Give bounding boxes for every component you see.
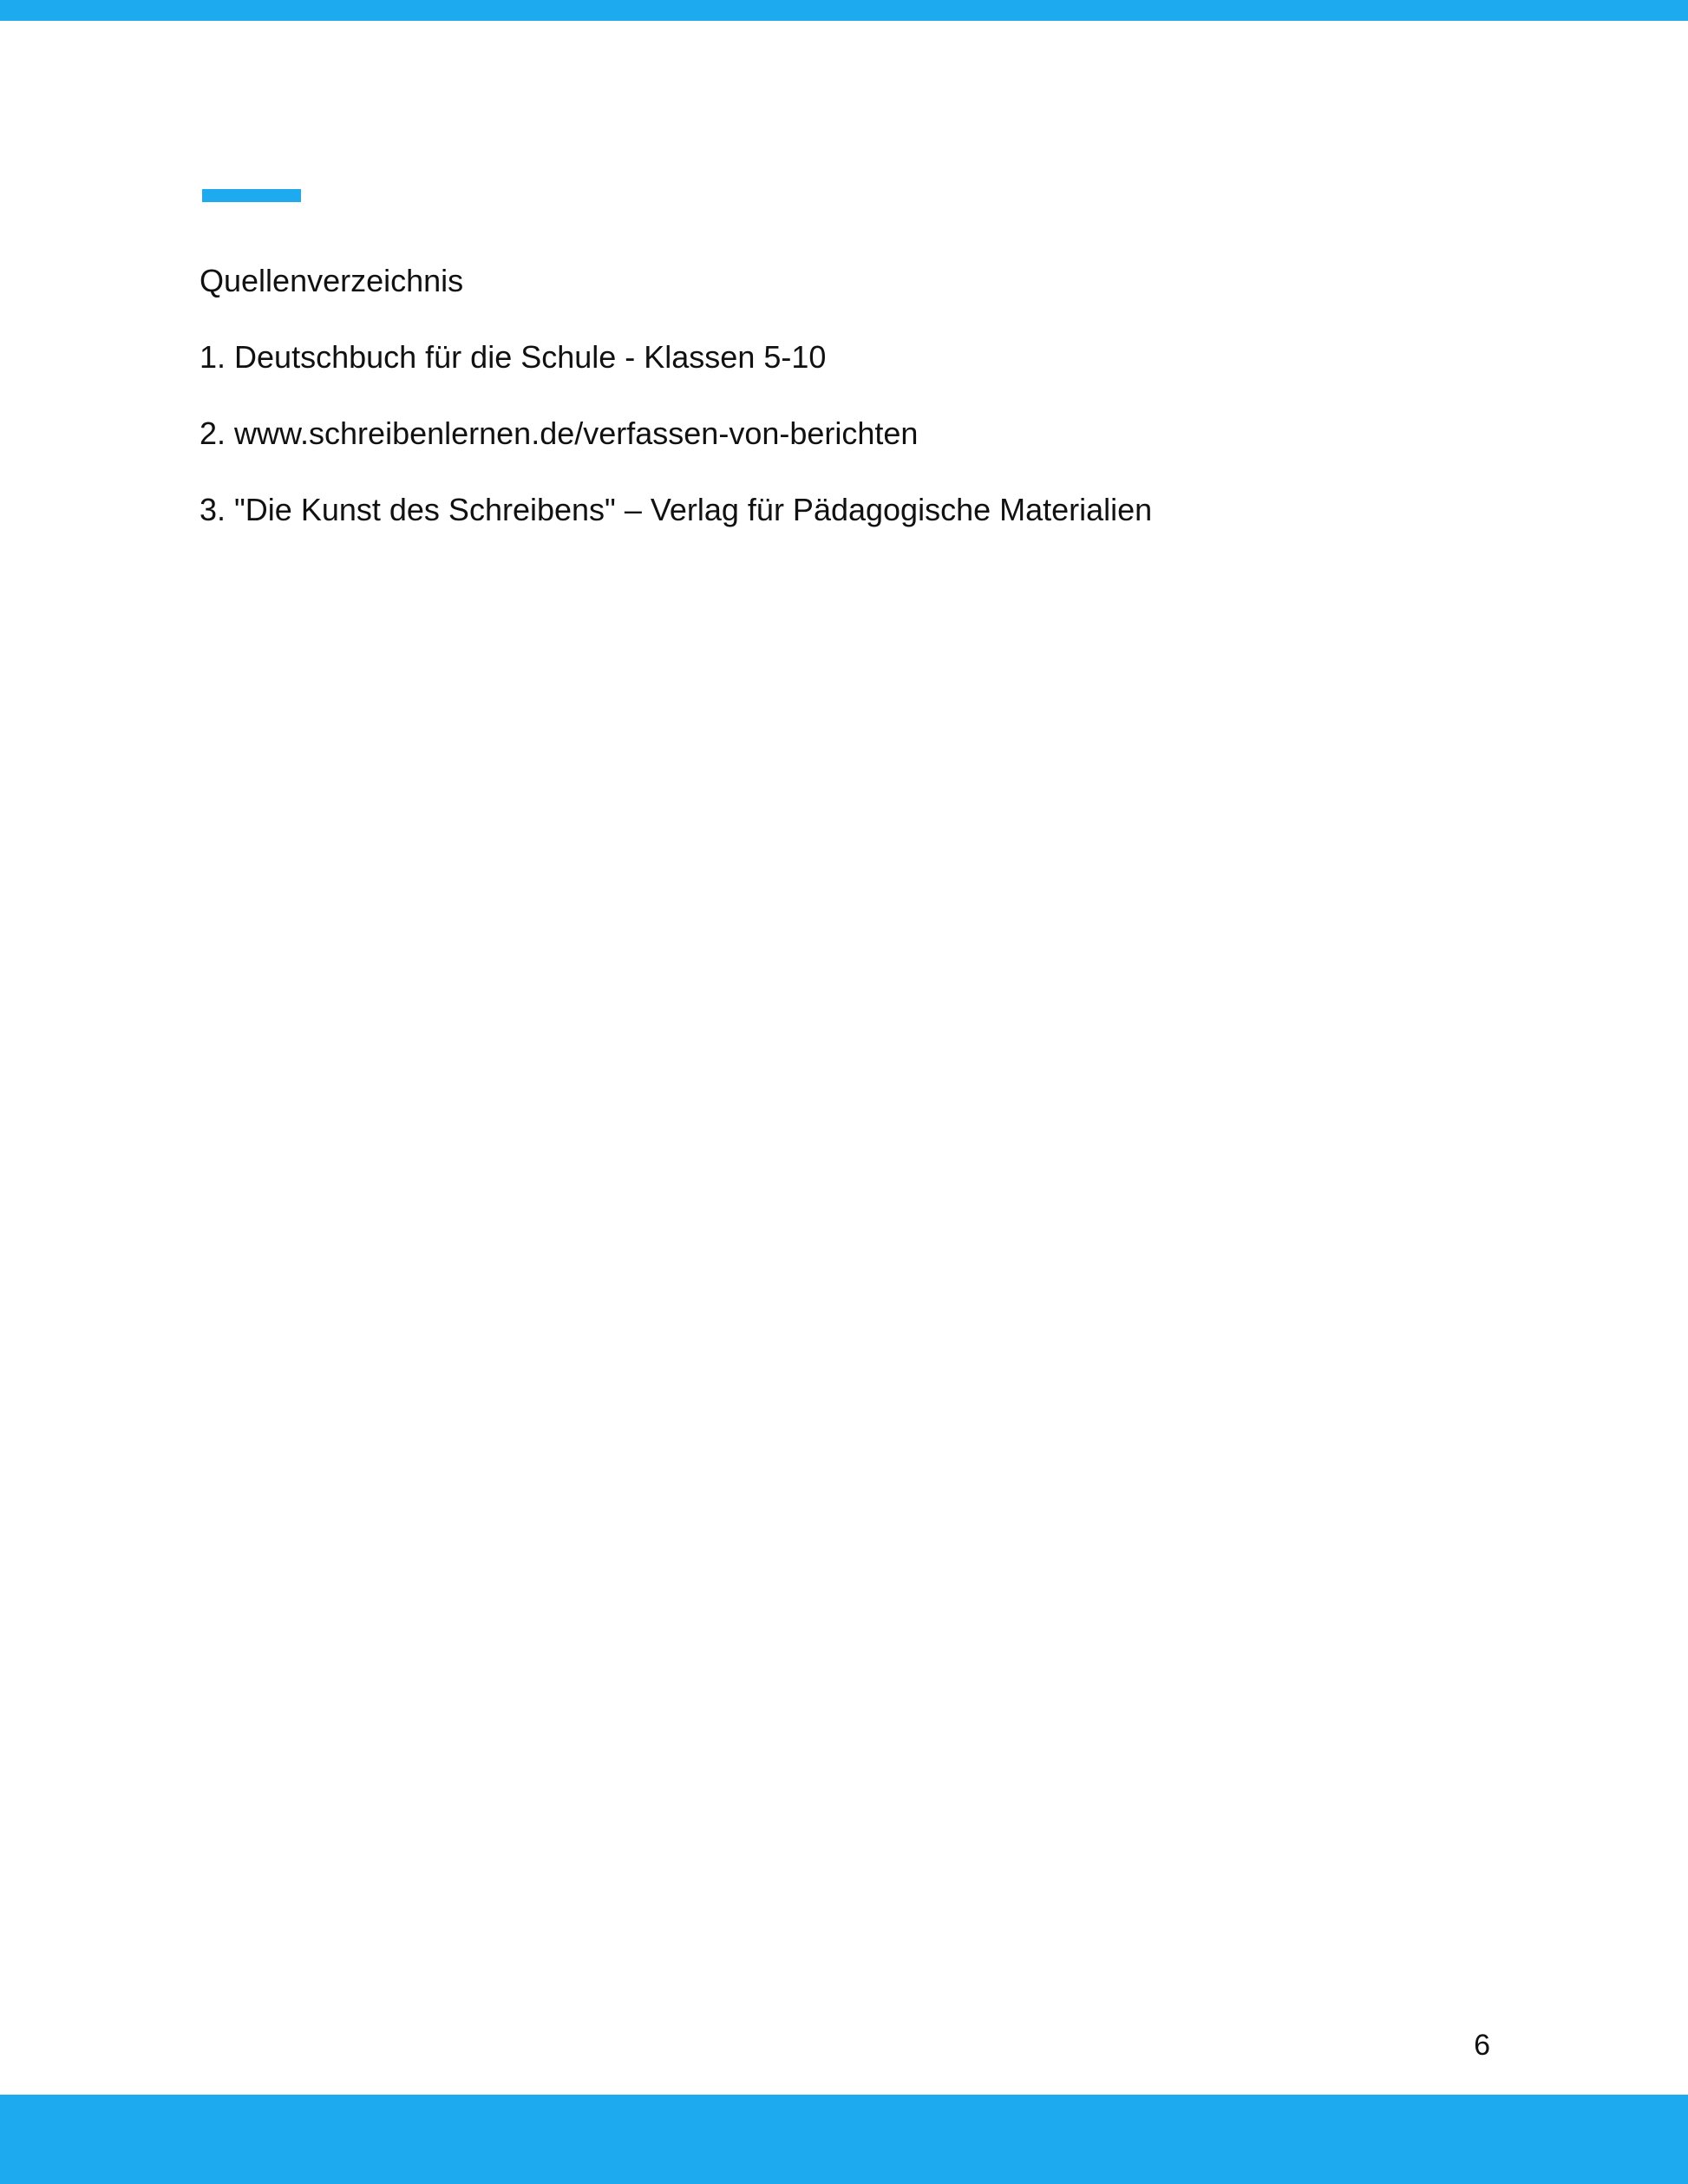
top-accent-bar <box>0 0 1688 21</box>
bottom-accent-bar <box>0 2095 1688 2184</box>
reference-item-1: 1. Deutschbuch für die Schule - Klassen 5-10 <box>200 339 827 375</box>
reference-list <box>200 333 1501 534</box>
page-number: 6 <box>1474 2029 1490 2062</box>
section-heading: Quellenverzeichnis <box>200 263 464 298</box>
accent-dash <box>202 189 301 202</box>
reference-item-3: 3. "Die Kunst des Schreibens" – Verlag für Pädagogische Materialien <box>200 492 1153 527</box>
reference-item-2: 2. www.schreibenlernen.de/verfassen-von-berichten <box>200 415 919 451</box>
page-content <box>200 257 1501 562</box>
